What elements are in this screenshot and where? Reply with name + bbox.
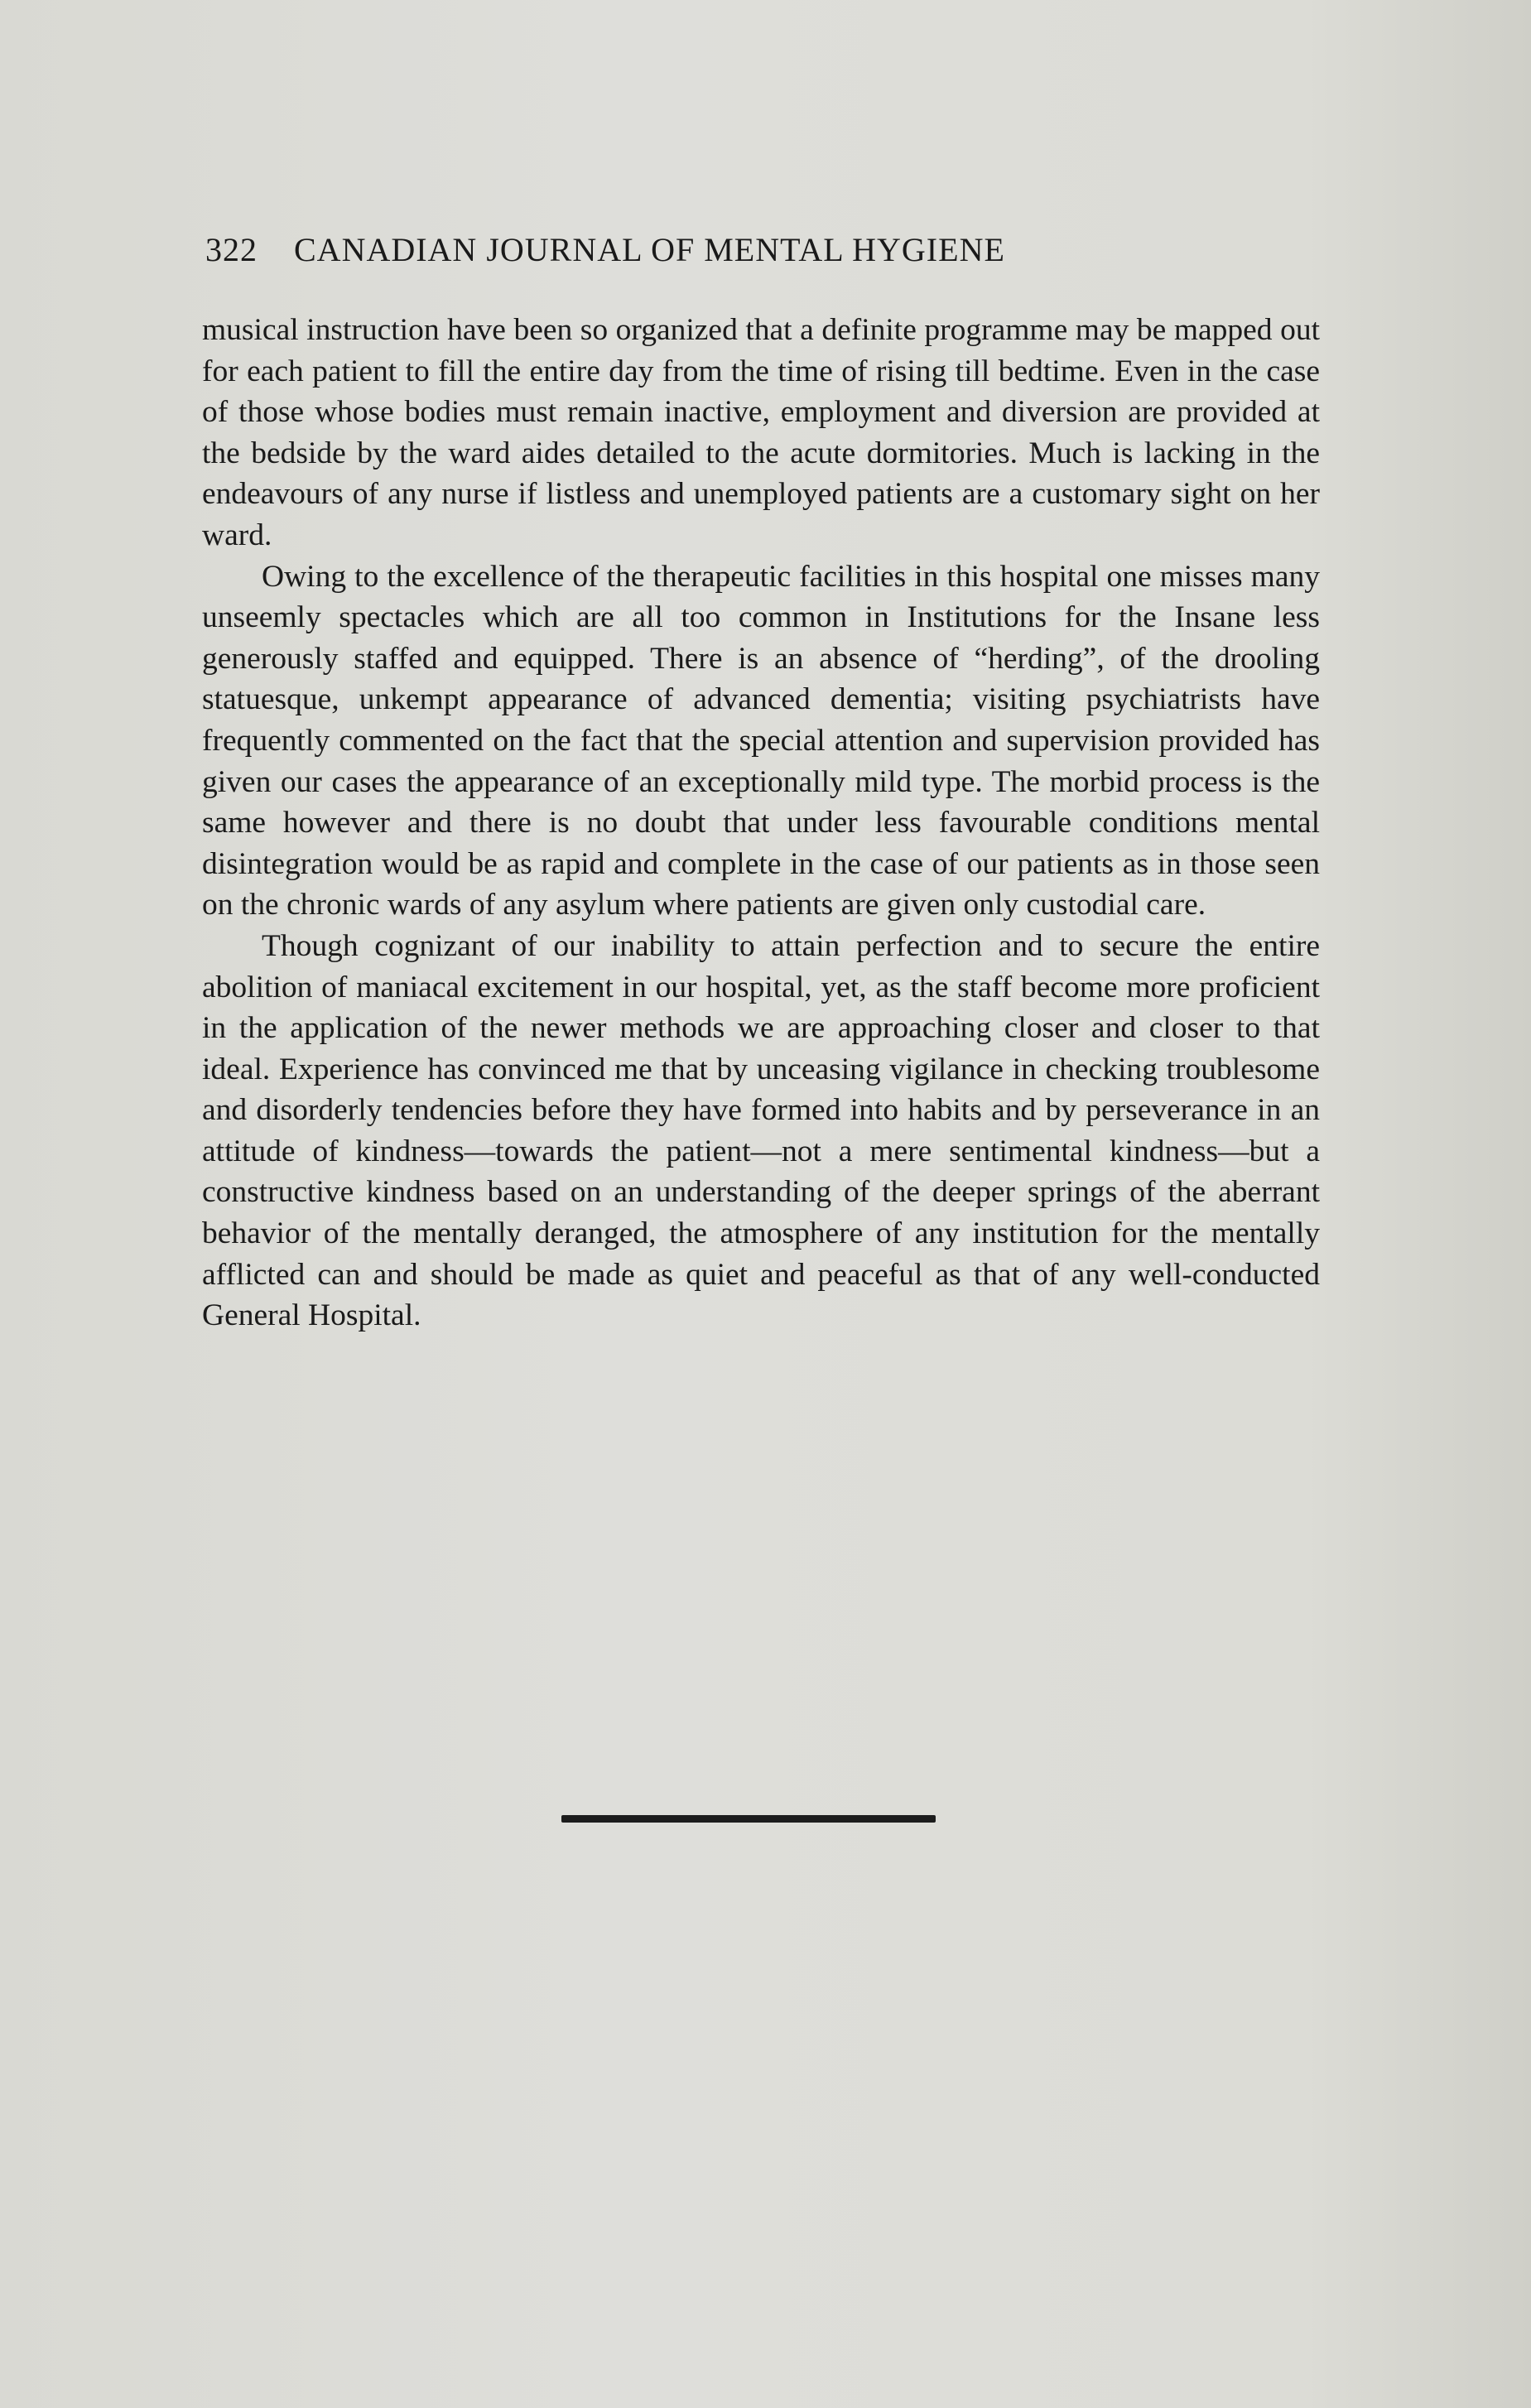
article-body xyxy=(202,310,1320,1336)
paragraph: Though cognizant of our inability to attain perfection and to secure the entire abolition of maniacal excitement in our hospital, yet, as the staff become more proficient in the application of the newer methods we are approaching closer and closer to that ideal. Experience has convinced me that by unceasing vigilance in checking troublesome and disorderly tendencies before they have formed into habits and by perseverance in an attitude of kindness—towards the patient—not a mere sentimental kindness—but a constructive kindness based on an understanding of the deeper springs of the aberrant behavior of the mentally deranged, the atmosphere of any institution for the mentally afflicted can and should be made as quiet and peaceful as that of any well-conducted General Hospital. xyxy=(202,928,1320,1333)
end-of-article-rule xyxy=(561,1815,936,1823)
journal-title: CANADIAN JOURNAL OF MENTAL HYGIENE xyxy=(294,231,1005,268)
paragraph-continued: musical instruction have been so organized that a definite programme may be mapped out for each patient to fill the entire day from the time of rising till bedtime. Even in the case of those whose bodies must remain inactive, employment and diversion are provided at the bedside by the ward aides detailed to the acute dormitories. Much is lacking in the endeavours of any nurse if listless and unemployed patients are a customary sight on her ward. xyxy=(202,313,1320,552)
paragraph: Owing to the excellence of the therapeutic facilities in this hospital one misses many unseemly spectacles which are all too common in Institutions for the Insane less generously staffed and equipped. There is an absence of “herding”, of the drooling statuesque, unkempt appearance of advanced dementia; visiting psychiatrists have frequently commented on the fact that the special attention and supervision provided has given our cases the appearance of an exceptionally mild type. The morbid process is the same however and there is no doubt that under less favourable conditions mental disintegration would be as rapid and complete in the case of our patients as in those seen on the chronic wards of any asylum where patients are given only custodial care. xyxy=(202,559,1320,922)
page-number: 322 xyxy=(205,231,258,268)
running-header xyxy=(205,230,1315,269)
